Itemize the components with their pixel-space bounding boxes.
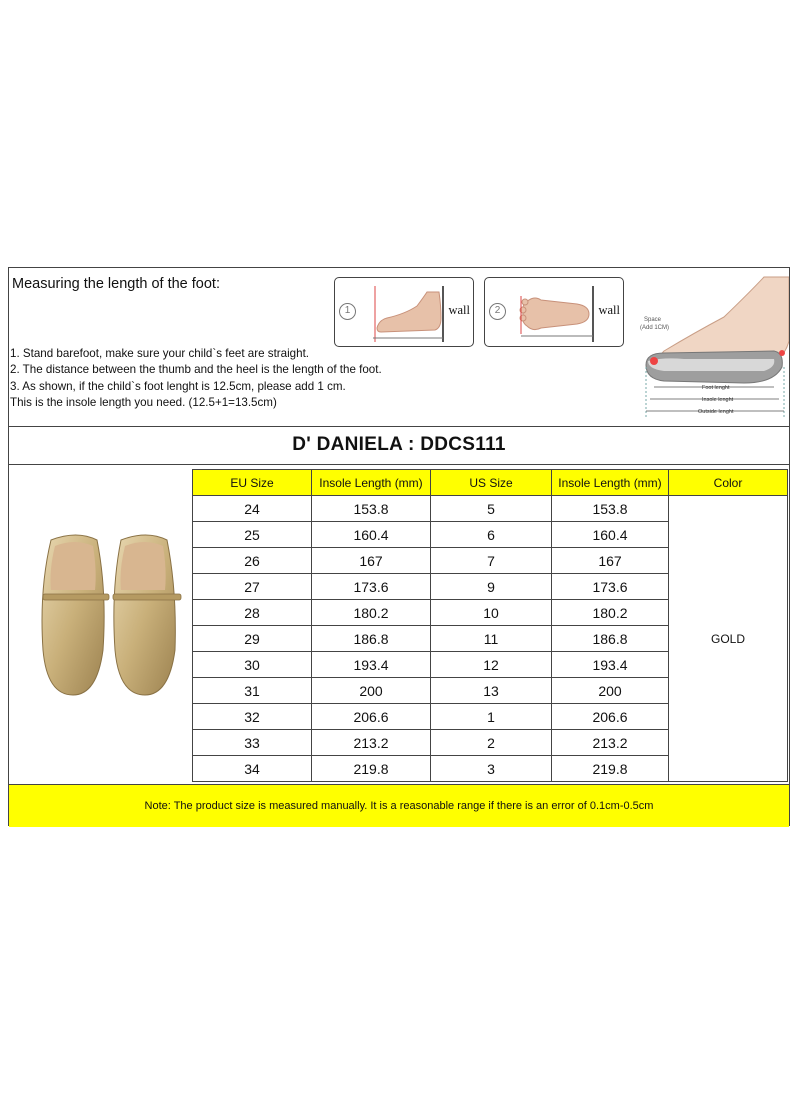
- insole-length-cell: 193.4: [552, 652, 669, 678]
- insole-length-cell: 180.2: [312, 600, 431, 626]
- step-4: This is the insole length you need. (12.5+1=13.5cm): [10, 396, 277, 410]
- header-eu-size: EU Size: [193, 470, 312, 496]
- insole-length-cell: 219.8: [552, 756, 669, 782]
- measuring-title: Measuring the length of the foot:: [12, 276, 220, 292]
- insole-length-cell: 167: [552, 548, 669, 574]
- insole-length-cell: 167: [312, 548, 431, 574]
- measuring-steps: [10, 346, 382, 412]
- insole-length-cell: 193.4: [312, 652, 431, 678]
- measuring-section: [9, 268, 789, 427]
- insole-length-cell: 153.8: [552, 496, 669, 522]
- us-size-cell: 7: [431, 548, 552, 574]
- insole-length-cell: 180.2: [552, 600, 669, 626]
- step-number-badge: 1: [339, 303, 356, 320]
- us-size-cell: 9: [431, 574, 552, 600]
- measurement-note: Note: The product size is measured manually. It is a reasonable range if there is an error of 0.1cm-0.5cm: [9, 784, 789, 827]
- insole-length-cell: 200: [312, 678, 431, 704]
- step-number-badge: 2: [489, 303, 506, 320]
- eu-size-cell: 24: [193, 496, 312, 522]
- eu-size-cell: 32: [193, 704, 312, 730]
- eu-size-cell: 30: [193, 652, 312, 678]
- table-header-row: [193, 470, 788, 496]
- size-table-area: [9, 464, 789, 784]
- insole-length-cell: 219.8: [312, 756, 431, 782]
- legend-insole-length: Insole lenght: [702, 397, 734, 403]
- header-color: Color: [669, 470, 788, 496]
- insole-length-cell: 173.6: [312, 574, 431, 600]
- insole-length-cell: 200: [552, 678, 669, 704]
- us-size-cell: 6: [431, 522, 552, 548]
- foot-in-shoe-illustration: [624, 271, 789, 421]
- us-size-cell: 3: [431, 756, 552, 782]
- insole-length-cell: 160.4: [552, 522, 669, 548]
- legend-foot-length: Foot lenght: [702, 385, 730, 391]
- eu-size-cell: 31: [193, 678, 312, 704]
- header-insole-length: Insole Length (mm): [552, 470, 669, 496]
- step-2: 2. The distance between the thumb and the heel is the length of the foot.: [10, 363, 382, 377]
- wall-label: wall: [598, 303, 620, 317]
- eu-size-cell: 25: [193, 522, 312, 548]
- space-label: Space: [644, 317, 662, 323]
- eu-size-cell: 28: [193, 600, 312, 626]
- size-chart-sheet: [8, 267, 790, 826]
- insole-length-cell: 206.6: [552, 704, 669, 730]
- insole-length-cell: 186.8: [552, 626, 669, 652]
- insole-length-cell: 153.8: [312, 496, 431, 522]
- eu-size-cell: 34: [193, 756, 312, 782]
- foot-shoe-icon: [624, 271, 789, 421]
- gold-shoe-photo: [37, 530, 187, 700]
- diagram-top-view: [484, 277, 624, 347]
- insole-length-cell: 206.6: [312, 704, 431, 730]
- us-size-cell: 10: [431, 600, 552, 626]
- header-insole-length: Insole Length (mm): [312, 470, 431, 496]
- us-size-cell: 12: [431, 652, 552, 678]
- us-size-cell: 13: [431, 678, 552, 704]
- size-table: [192, 469, 788, 782]
- eu-size-cell: 33: [193, 730, 312, 756]
- add-label: (Add 1CM): [640, 325, 670, 331]
- eu-size-cell: 29: [193, 626, 312, 652]
- us-size-cell: 2: [431, 730, 552, 756]
- us-size-cell: 5: [431, 496, 552, 522]
- title-row: [9, 426, 789, 465]
- step-1: 1. Stand barefoot, make sure your child`s feet are straight.: [10, 347, 310, 360]
- color-cell: GOLD: [669, 496, 788, 782]
- header-us-size: US Size: [431, 470, 552, 496]
- product-title: D' DANIELA : DDCS111: [292, 434, 506, 455]
- insole-length-cell: 213.2: [312, 730, 431, 756]
- eu-size-cell: 26: [193, 548, 312, 574]
- step-3: 3. As shown, if the child`s foot lenght is 12.5cm, please add 1 cm.: [10, 379, 346, 393]
- insole-length-cell: 173.6: [552, 574, 669, 600]
- insole-length-cell: 186.8: [312, 626, 431, 652]
- eu-size-cell: 27: [193, 574, 312, 600]
- us-size-cell: 11: [431, 626, 552, 652]
- us-size-cell: 1: [431, 704, 552, 730]
- insole-length-cell: 160.4: [312, 522, 431, 548]
- legend-outside-length: Outside lenght: [698, 409, 734, 415]
- diagram-side-view: [334, 277, 474, 347]
- table-row: [193, 496, 788, 522]
- insole-length-cell: 213.2: [552, 730, 669, 756]
- wall-label: wall: [448, 303, 470, 317]
